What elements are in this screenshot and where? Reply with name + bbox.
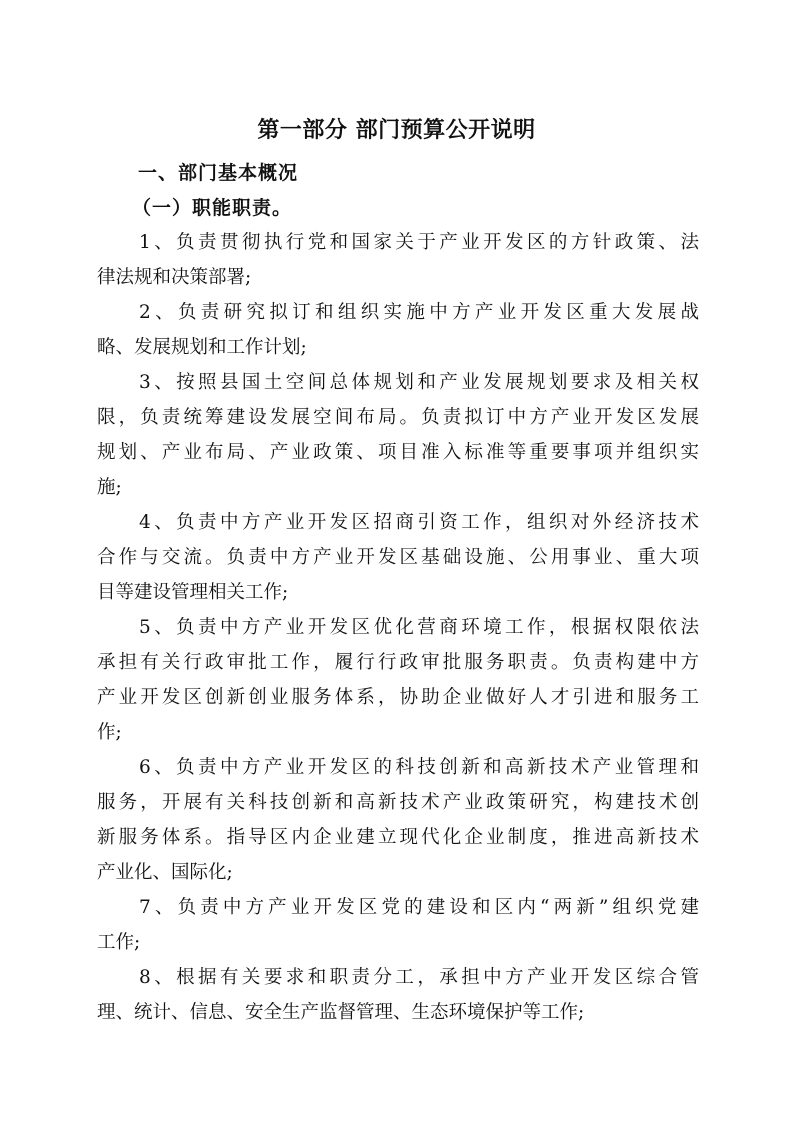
paragraph-line: 承担有关行政审批工作，履行行政审批服务职责。负责构建中方 — [97, 652, 699, 673]
paragraph-line: 产业化、国际化; — [97, 862, 233, 883]
paragraph-line: 新服务体系。指导区内企业建立现代化企业制度，推进高新技术 — [97, 827, 699, 848]
paragraph-line: 7、负责中方产业开发区党的建设和区内“两新”组织党建 — [139, 897, 699, 918]
paragraph-line: 律法规和决策部署; — [97, 267, 252, 288]
paragraph-line: 合作与交流。负责中方产业开发区基础设施、公用事业、重大项 — [97, 547, 699, 568]
paragraph-line: 6、负责中方产业开发区的科技创新和高新技术产业管理和 — [139, 757, 699, 778]
paragraph-line: 2、负责研究拟订和组织实施中方产业开发区重大发展战 — [139, 302, 699, 323]
paragraph-line: 4、负责中方产业开发区招商引资工作，组织对外经济技术 — [139, 512, 699, 533]
paragraph-line: 8、根据有关要求和职责分工，承担中方产业开发区综合管 — [139, 967, 699, 988]
paragraph-line: 理、统计、信息、安全生产监督管理、生态环境保护等工作; — [97, 1002, 585, 1023]
paragraph-line: 服务，开展有关科技创新和高新技术产业政策研究，构建技术创 — [97, 792, 699, 813]
page-title: 第一部分 部门预算公开说明 — [257, 117, 536, 143]
paragraph-line: 工作; — [97, 932, 141, 953]
paragraph-line: 略、发展规划和工作计划; — [97, 337, 307, 358]
paragraph-line: 产业开发区创新创业服务体系，协助企业做好人才引进和服务工 — [97, 687, 699, 708]
paragraph-line: 限，负责统筹建设发展空间布局。负责拟订中方产业开发区发展 — [97, 407, 699, 428]
paragraph-line: 规划、产业布局、产业政策、项目准入标准等重要事项并组织实 — [97, 442, 699, 463]
subsection-heading: （一）职能职责。 — [132, 197, 293, 219]
paragraph-line: 施; — [97, 477, 122, 498]
paragraph-line: 5、负责中方产业开发区优化营商环境工作，根据权限依法 — [139, 617, 699, 638]
paragraph-line: 1、负责贯彻执行党和国家关于产业开发区的方针政策、法 — [139, 232, 699, 253]
paragraph-line: 3、按照县国土空间总体规划和产业发展规划要求及相关权 — [139, 372, 699, 393]
paragraph-line: 目等建设管理相关工作; — [97, 582, 289, 603]
section-heading: 一、部门基本概况 — [138, 162, 299, 184]
paragraph-line: 作; — [97, 722, 122, 743]
